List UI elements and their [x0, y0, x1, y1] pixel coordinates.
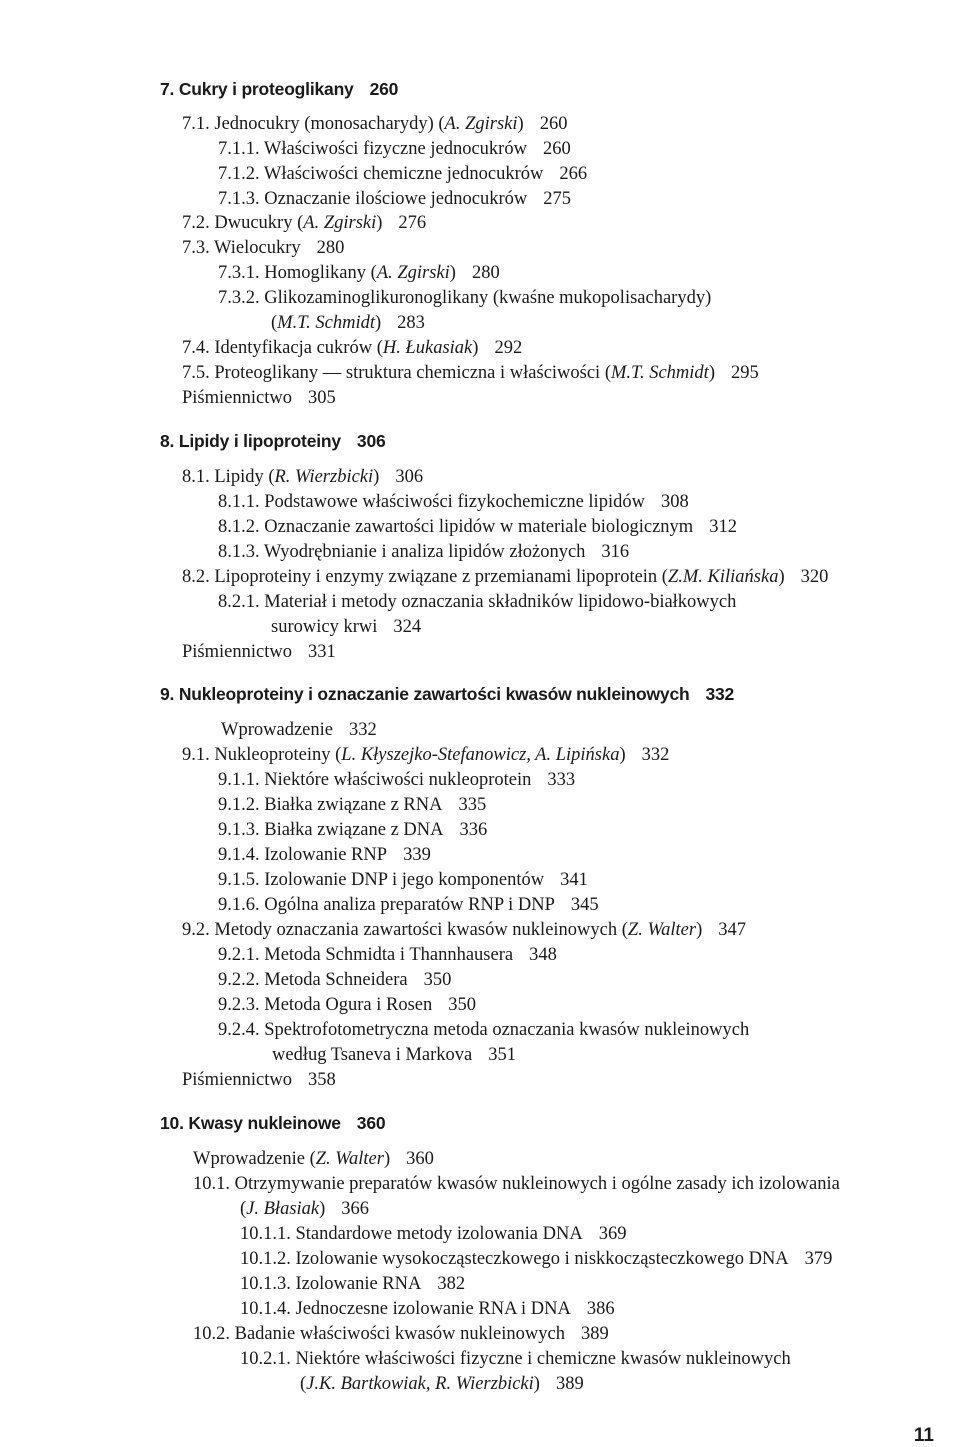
- toc-entry: [218, 164, 587, 185]
- entry-page: 332: [641, 745, 670, 765]
- toc-entry: [193, 1324, 609, 1345]
- entry-suffix: ): [373, 467, 380, 487]
- chapter-title: 7. Cukry i proteoglikany: [160, 79, 354, 99]
- entry-title: (: [271, 313, 278, 333]
- toc-entry: [182, 363, 759, 384]
- toc-entry: [218, 1020, 749, 1041]
- entry-title: Właściwości fizyczne jednocukrów: [263, 139, 527, 159]
- toc-entry-continuation: [300, 1374, 584, 1395]
- entry-page: 324: [393, 617, 422, 637]
- entry-title: Metoda Schmidta i Thannhausera: [264, 945, 514, 965]
- entry-title: Lipoproteiny i enzymy związane z przemianami lipoprotein (: [214, 567, 668, 587]
- entry-title: Identyfikacja cukrów (: [214, 338, 383, 358]
- entry-title: Piśmiennictwo: [182, 642, 292, 662]
- toc-entry: [218, 870, 588, 891]
- toc-entry-continuation: [272, 1045, 516, 1066]
- entry-number: 7.3.1.: [218, 263, 260, 283]
- toc-entry: [240, 1249, 832, 1270]
- entry-number: 7.1.3.: [218, 189, 260, 209]
- entry-suffix: ): [319, 1199, 326, 1219]
- toc-entry: [182, 920, 746, 941]
- bibliography-entry: [182, 388, 336, 409]
- entry-page: 341: [560, 870, 588, 890]
- entry-suffix: ): [778, 567, 785, 587]
- entry-number: 7.1.2.: [218, 164, 260, 184]
- entry-title: Wprowadzenie: [221, 720, 333, 740]
- entry-author: M.T. Schmidt: [611, 363, 709, 383]
- entry-author: L. Kłyszejko-Stefanowicz, A. Lipińska: [341, 745, 620, 765]
- entry-page: 358: [307, 1070, 336, 1090]
- entry-number: 7.3.2.: [218, 288, 260, 308]
- entry-number: 10.1.2.: [240, 1249, 291, 1269]
- entry-number: 8.2.1.: [218, 592, 260, 612]
- entry-number: 10.2.1.: [240, 1349, 291, 1369]
- entry-number: 9.2.2.: [218, 970, 260, 990]
- entry-page: 332: [348, 720, 377, 740]
- bibliography-entry: [182, 642, 336, 663]
- entry-page: 389: [555, 1374, 584, 1394]
- entry-page: 351: [488, 1045, 517, 1065]
- toc-entry: [218, 592, 736, 613]
- entry-title: Wprowadzenie (: [193, 1149, 316, 1169]
- entry-title: Spektrofotometryczna metoda oznaczania kwasów nukleinowych: [264, 1020, 750, 1040]
- entry-title: Lipidy (: [214, 467, 275, 487]
- entry-page: 348: [529, 945, 557, 965]
- entry-title: Otrzymywanie preparatów kwasów nukleinowych i ogólne zasady ich izolowania: [234, 1174, 840, 1194]
- entry-page: 345: [570, 895, 599, 915]
- entry-page: 339: [403, 845, 431, 865]
- entry-suffix: ): [376, 213, 383, 233]
- entry-page: 347: [718, 920, 747, 940]
- entry-suffix: ): [517, 114, 524, 134]
- entry-title: Badanie właściwości kwasów nukleinowych: [234, 1324, 565, 1344]
- entry-title: Ogólna analiza preparatów RNP i DNP: [264, 895, 555, 915]
- toc-entry: [182, 467, 423, 488]
- toc-entry: [218, 820, 487, 841]
- entry-number: 8.1.3.: [218, 542, 260, 562]
- entry-author: Z.M. Kiliańska: [667, 567, 779, 587]
- entry-page: 382: [437, 1274, 466, 1294]
- entry-number: 9.2.1.: [218, 945, 260, 965]
- entry-page: 305: [307, 388, 336, 408]
- entry-page: 295: [730, 363, 759, 383]
- entry-title: Nukleoproteiny (: [214, 745, 342, 765]
- entry-number: 9.2.: [182, 920, 210, 940]
- toc-entry: [218, 970, 451, 991]
- page-number: 11: [913, 1425, 934, 1446]
- entry-page: 266: [559, 164, 588, 184]
- entry-title: Proteoglikany — struktura chemiczna i właściwości (: [214, 363, 611, 383]
- entry-page: 366: [341, 1199, 370, 1219]
- entry-suffix: ): [708, 363, 715, 383]
- entry-number: 10.1.: [193, 1174, 230, 1194]
- toc-entry: [182, 238, 344, 259]
- chapter-page: 360: [356, 1113, 386, 1133]
- entry-number: 7.5.: [182, 363, 210, 383]
- entry-number: 9.1.1.: [218, 770, 260, 790]
- entry-number: 9.1.3.: [218, 820, 260, 840]
- entry-number: 8.2.: [182, 567, 210, 587]
- entry-title: Wielocukry: [214, 238, 301, 258]
- toc-entry: [218, 895, 599, 916]
- introduction-entry: [221, 720, 377, 741]
- toc-entry-continuation: [271, 617, 421, 638]
- entry-title: Dwucukry (: [214, 213, 304, 233]
- toc-entry: [218, 945, 557, 966]
- chapter-page: 306: [356, 431, 386, 451]
- toc-entry: [240, 1274, 465, 1295]
- entry-page: 360: [406, 1149, 434, 1169]
- toc-entry: [218, 995, 476, 1016]
- entry-number: 9.1.6.: [218, 895, 260, 915]
- entry-title: Piśmiennictwo: [182, 1070, 292, 1090]
- entry-author: Z. Walter: [315, 1149, 384, 1169]
- entry-suffix: ): [383, 1149, 391, 1169]
- entry-number: 9.2.4.: [218, 1020, 260, 1040]
- entry-suffix: ): [619, 745, 626, 765]
- entry-page: 280: [316, 238, 345, 258]
- toc-entry: [218, 845, 431, 866]
- chapter-page: 332: [705, 684, 735, 704]
- entry-page: 333: [547, 770, 576, 790]
- chapter-page: 260: [369, 79, 399, 99]
- entry-number: 8.1.: [182, 467, 210, 487]
- entry-page: 280: [471, 263, 500, 283]
- entry-number: 8.1.1.: [218, 492, 260, 512]
- toc-entry: [182, 114, 567, 135]
- entry-title: Metoda Schneidera: [264, 970, 408, 990]
- entry-title: Izolowanie RNA: [295, 1274, 422, 1294]
- toc-entry: [218, 770, 575, 791]
- entry-title: Białka związane z RNA: [264, 795, 443, 815]
- entry-title: Jednocukry (monosacharydy) (: [214, 114, 445, 134]
- entry-page: 386: [586, 1299, 615, 1319]
- entry-suffix: ): [533, 1374, 540, 1394]
- toc-entry: [182, 213, 426, 234]
- toc-entry: [240, 1224, 626, 1245]
- toc-entry: [182, 567, 828, 588]
- toc-entry: [182, 745, 669, 766]
- entry-title: Materiał i metody oznaczania składników lipidowo-białkowych: [264, 592, 737, 612]
- entry-page: 292: [494, 338, 523, 358]
- bibliography-entry: [182, 1070, 336, 1091]
- entry-title: Niektóre właściwości nukleoprotein: [264, 770, 532, 790]
- entry-page: 336: [459, 820, 488, 840]
- entry-number: 7.1.1.: [218, 139, 260, 159]
- entry-number: 10.1.4.: [240, 1299, 291, 1319]
- entry-page: 275: [543, 189, 572, 209]
- entry-title: Białka związane z DNA: [264, 820, 444, 840]
- entry-author: A. Zgirski: [303, 213, 377, 233]
- entry-page: 312: [709, 517, 737, 537]
- entry-number: 9.1.5.: [218, 870, 260, 890]
- introduction-entry: [193, 1149, 434, 1170]
- entry-number: 7.4.: [182, 338, 210, 358]
- entry-title: (: [300, 1374, 307, 1394]
- entry-suffix: ): [449, 263, 456, 283]
- entry-author: R. Wierzbicki: [274, 467, 374, 487]
- toc-entry: [240, 1299, 615, 1320]
- chapter-heading: [160, 684, 734, 705]
- entry-suffix: ): [696, 920, 703, 940]
- toc-entry: [218, 517, 737, 538]
- toc-entry: [218, 542, 629, 563]
- entry-number: 10.1.3.: [240, 1274, 291, 1294]
- toc-entry-continuation: [271, 313, 425, 334]
- entry-title: Metody oznaczania zawartości kwasów nukleinowych (: [214, 920, 628, 940]
- entry-page: 350: [448, 995, 477, 1015]
- entry-author: J.K. Bartkowiak, R. Wierzbicki: [306, 1374, 534, 1394]
- entry-number: 9.2.3.: [218, 995, 260, 1015]
- entry-title: Jednoczesne izolowanie RNA i DNA: [295, 1299, 571, 1319]
- toc-entry: [182, 338, 522, 359]
- toc-entry: [193, 1174, 840, 1195]
- toc-entry: [218, 492, 689, 513]
- entry-number: 9.1.2.: [218, 795, 260, 815]
- entry-title: Homoglikany (: [264, 263, 377, 283]
- entry-title: Metoda Ogura i Rosen: [264, 995, 433, 1015]
- entry-title: Glikozaminoglikuronoglikany (kwaśne mukopolisacharydy): [264, 288, 712, 308]
- entry-number: 7.2.: [182, 213, 210, 233]
- chapter-title: 10. Kwasy nukleinowe: [160, 1113, 341, 1133]
- entry-title: Piśmiennictwo: [182, 388, 292, 408]
- entry-page: 306: [395, 467, 424, 487]
- toc-entry: [218, 263, 500, 284]
- toc-entry: [240, 1349, 791, 1370]
- entry-page: 350: [423, 970, 452, 990]
- entry-title: Niektóre właściwości fizyczne i chemiczne kwasów nukleinowych: [295, 1349, 791, 1369]
- entry-title: Podstawowe właściwości fizykochemiczne lipidów: [264, 492, 645, 512]
- toc-entry: [218, 139, 571, 160]
- entry-page: 276: [398, 213, 427, 233]
- entry-number: 7.3.: [182, 238, 210, 258]
- entry-title: Izolowanie RNP: [264, 845, 388, 865]
- entry-title: Właściwości chemiczne jednocukrów: [263, 164, 544, 184]
- toc-entry: [218, 795, 486, 816]
- entry-page: 389: [580, 1324, 609, 1344]
- entry-suffix: ): [374, 313, 382, 333]
- toc-entry: [218, 189, 571, 210]
- entry-suffix: ): [472, 338, 479, 358]
- entry-page: 283: [397, 313, 425, 333]
- entry-page: 331: [307, 642, 336, 662]
- toc-entry: [218, 288, 711, 309]
- entry-number: 9.1.: [182, 745, 210, 765]
- entry-page: 335: [458, 795, 487, 815]
- entry-title: (: [240, 1199, 247, 1219]
- chapter-title: 8. Lipidy i lipoproteiny: [160, 431, 341, 451]
- entry-number: 9.1.4.: [218, 845, 260, 865]
- entry-number: 7.1.: [182, 114, 210, 134]
- entry-number: 10.1.1.: [240, 1224, 291, 1244]
- entry-page: 379: [804, 1249, 833, 1269]
- entry-title: Oznaczanie ilościowe jednocukrów: [264, 189, 528, 209]
- toc-entry-continuation: [240, 1199, 369, 1220]
- entry-number: 10.2.: [193, 1324, 230, 1344]
- entry-title: Oznaczanie zawartości lipidów w materiale biologicznym: [264, 517, 694, 537]
- entry-author: Z. Walter: [627, 920, 697, 940]
- entry-page: 320: [800, 567, 829, 587]
- entry-title: Wyodrębnianie i analiza lipidów złożonych: [263, 542, 586, 562]
- entry-page: 316: [601, 542, 630, 562]
- entry-page: 369: [598, 1224, 627, 1244]
- chapter-heading: [160, 1113, 385, 1134]
- entry-title: Izolowanie wysokocząsteczkowego i niskkocząsteczkowego DNA: [295, 1249, 789, 1269]
- chapter-title: 9. Nukleoproteiny i oznaczanie zawartości kwasów nukleinowych: [160, 684, 690, 704]
- entry-title: surowicy krwi: [271, 617, 378, 637]
- entry-title: Izolowanie DNP i jego komponentów: [264, 870, 545, 890]
- entry-title: Standardowe metody izolowania DNA: [295, 1224, 583, 1244]
- entry-number: 8.1.2.: [218, 517, 260, 537]
- entry-author: A. Zgirski: [376, 263, 450, 283]
- entry-author: M.T. Schmidt: [277, 313, 375, 333]
- entry-page: 260: [539, 114, 568, 134]
- entry-author: H. Łukasiak: [382, 338, 473, 358]
- entry-page: 308: [660, 492, 689, 512]
- entry-author: J. Błasiak: [246, 1199, 320, 1219]
- chapter-heading: [160, 431, 386, 452]
- entry-page: 260: [542, 139, 571, 159]
- chapter-heading: [160, 79, 398, 100]
- entry-title: według Tsaneva i Markova: [272, 1045, 473, 1065]
- entry-author: A. Zgirski: [444, 114, 518, 134]
